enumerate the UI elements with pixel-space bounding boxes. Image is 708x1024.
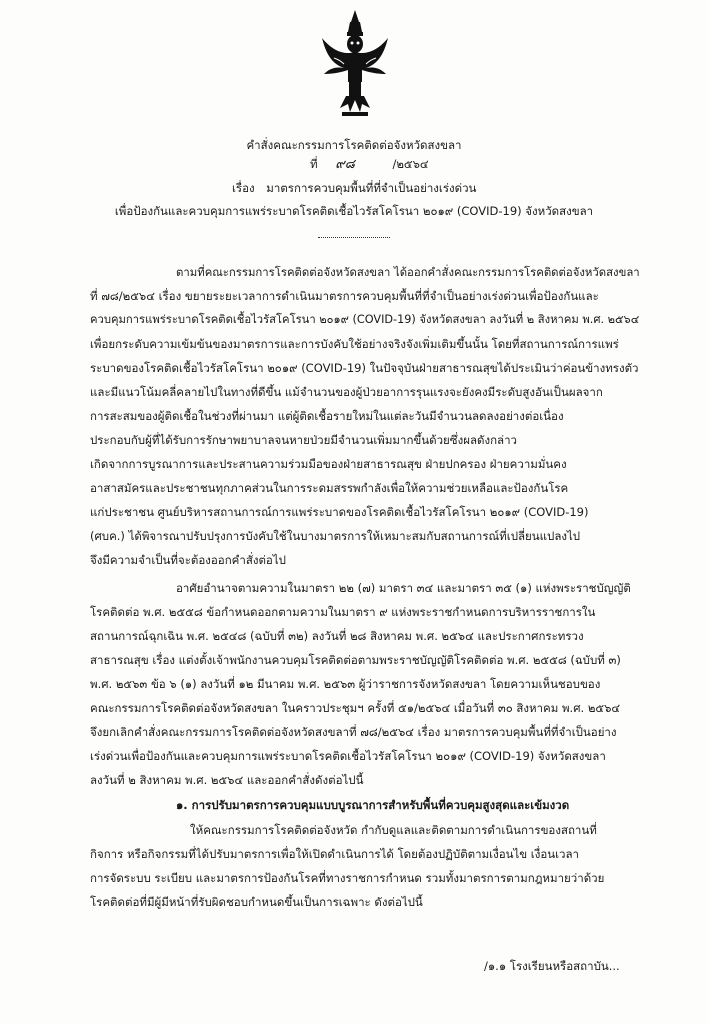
para1-line-9: เกิดจากการบูรณาการและประสานความร่วมมือของฝ่ายสาธารณสุข ฝ่ายปกครอง ฝ่ายความมั่นคง [90,457,567,471]
para3-line-2: กิจการ หรือกิจกรรมที่ได้ปรับมาตรการเพื่อให้เปิดดำเนินการได้ โดยต้องปฏิบัติตามเงื่อนไข เงื่อนเวลา [90,847,579,861]
subject-label: เรื่อง [232,181,255,195]
header-divider [318,237,390,238]
para3-line-1: ให้คณะกรรมการโรคติดต่อจังหวัด กำกับดูแลและติดตามการดำเนินการของสถานที่ [190,823,597,837]
para2-line-1: อาศัยอำนาจตามความในมาตรา ๒๒ (๗) มาตรา ๓๔ และมาตรา ๓๕ (๑) แห่งพระราชบัญญัติ [176,581,631,595]
para2-line-2: โรคติดต่อ พ.ศ. ๒๕๕๘ ข้อกำหนดออกตามความในมาตรา ๙ แห่งพระราชกำหนดการบริหารราชการใน [90,605,596,619]
para2-line-8: เร่งด่วนเพื่อป้องกันและควบคุมการแพร่ระบาดโรคติดเชื้อไวรัสโคโรนา ๒๐๑๙ (COVID-19) จังหวัดสงขลา [90,749,606,763]
order-title: คำสั่งคณะกรรมการโรคติดต่อจังหวัดสงขลา [246,138,462,152]
para2-line-3: สถานการณ์ฉุกเฉิน พ.ศ. ๒๕๔๘ (ฉบับที่ ๓๒) ลงวันที่ ๒๘ สิงหาคม พ.ศ. ๒๕๖๔ และประกาศกระทรวง [90,629,584,643]
para2-line-7: จึงยกเลิกคำสั่งคณะกรรมการโรคติดต่อจังหวัดสงขลาที่ ๗๘/๒๕๖๔ เรื่อง มาตรการควบคุมพื้นที่ที่จำเป็นอย่าง [90,725,617,739]
order-number-handwritten: ๙๘ [335,157,355,172]
para2-line-9: ลงวันที่ ๒ สิงหาคม พ.ศ. ๒๕๖๔ และออกคำสั่งดังต่อไปนี้ [90,773,364,787]
continuation-text: /๑.๑ โรงเรียนหรือสถาบัน... [484,959,620,973]
para1-line-7: การสะสมของผู้ติดเชื้อในช่วงที่ผ่านมา แต่ผู้ติดเชื้อรายใหม่ในแต่ละวันมีจำนวนลดลงอย่างต่อเนื่อง [90,409,564,423]
para2-line-6: คณะกรรมการโรคติดต่อจังหวัดสงขลา ในคราวประชุมฯ ครั้งที่ ๕๑/๒๕๖๔ เมื่อวันที่ ๓๐ สิงหาคม พ.ศ. ๒๕๖๔ [90,701,621,715]
order-year: /๒๕๖๔ [392,157,429,171]
subject-text-1: มาตรการควบคุมพื้นที่ที่จำเป็นอย่างเร่งด่วน [266,181,477,195]
para1-line-1: ตามที่คณะกรรมการโรคติดต่อจังหวัดสงขลา ได้ออกคำสั่งคณะกรรมการโรคติดต่อจังหวัดสงขลา [176,265,640,279]
subject-line-1 [232,180,476,196]
para2-line-4: สาธารณสุข เรื่อง แต่งตั้งเจ้าพนักงานควบคุมโรคติดต่อตามพระราชบัญญัติโรคติดต่อ พ.ศ. ๒๕๕๘ (ฉบับที่ ๓) [90,653,621,667]
order-number-prefix: ที่ [310,157,318,171]
para1-line-2: ที่ ๗๘/๒๕๖๔ เรื่อง ขยายระยะเวลาการดำเนินมาตรการควบคุมพื้นที่ที่จำเป็นอย่างเร่งด่วนเพื่อป้องกันและ [90,289,599,303]
para1-line-6: และมีแนวโน้มคลี่คลายไปในทางที่ดีขึ้น แม้จำนวนของผู้ป่วยอาการรุนแรงจะยังคงมีระดับสูงอันเป็นผลจาก [90,385,603,399]
para1-line-5: ระบาดของโรคติดเชื้อไวรัสโคโรนา ๒๐๑๙ (COVID-19) ในปัจจุบันฝ่ายสาธารณสุขได้ประเมินว่าค่อนข้างทรงตัว [90,361,639,375]
garuda-emblem-icon [320,8,390,120]
para3-line-3: การจัดระบบ ระเบียบ และมาตรการป้องกันโรคที่ทางราชการกำหนด รวมทั้งมาตรการตามกฎหมายว่าด้วย [90,871,605,885]
para1-line-12: (ศบค.) ได้พิจารณาปรับปรุงการบังคับใช้ในบางมาตรการให้เหมาะสมกับสถานการณ์ที่เปลี่ยนแปลงไป [90,529,581,543]
para1-line-11: แก่ประชาชน ศูนย์บริหารสถานการณ์การแพร่ระบาดของโรคติดเชื้อไวรัสโคโรนา ๒๐๑๙ (COVID-19) [90,505,589,519]
para3-line-4: โรคติดต่อที่มีผู้มีหน้าที่รับผิดชอบกำหนดขึ้นเป็นการเฉพาะ ดังต่อไปนี้ [90,895,423,909]
order-number-line [310,156,429,173]
para1-line-8: ประกอบกับผู้ที่ได้รับการรักษาพยาบาลจนหายป่วยมีจำนวนเพิ่มมากขึ้นด้วยซึ่งผลดังกล่าว [90,433,518,447]
subject-line-2: เพื่อป้องกันและควบคุมการแพร่ระบาดโรคติดเชื้อไวรัสโคโรนา ๒๐๑๙ (COVID-19) จังหวัดสงขลา [114,204,594,218]
para1-line-10: อาสาสมัครและประชาชนทุกภาคส่วนในการระดมสรรพกำลังเพื่อให้ความช่วยเหลือและป้องกันโรค [90,481,569,495]
section-1-heading: ๑. การปรับมาตรการควบคุมแบบบูรณาการสำหรับพื้นที่ควบคุมสูงสุดและเข้มงวด [176,798,570,812]
para1-line-4: เพื่อยกระดับความเข้มข้นของมาตรการและการบังคับใช้อย่างจริงจังเพิ่มเติมขึ้นนั้น โดยที่สถานการณ์การแพร่ [90,337,619,351]
para2-line-5: พ.ศ. ๒๕๖๓ ข้อ ๖ (๑) ลงวันที่ ๑๒ มีนาคม พ.ศ. ๒๕๖๓ ผู้ว่าราชการจังหวัดสงขลา โดยความเห็นชอบของ [90,677,601,691]
para1-line-3: ควบคุมการแพร่ระบาดโรคติดเชื้อไวรัสโคโรนา ๒๐๑๙ (COVID-19) จังหวัดสงขลา ลงวันที่ ๒ สิงหาคม พ.ศ. ๒๕๖๔ [90,313,640,326]
para1-line-13: จึงมีความจำเป็นที่จะต้องออกคำสั่งต่อไป [90,553,286,567]
